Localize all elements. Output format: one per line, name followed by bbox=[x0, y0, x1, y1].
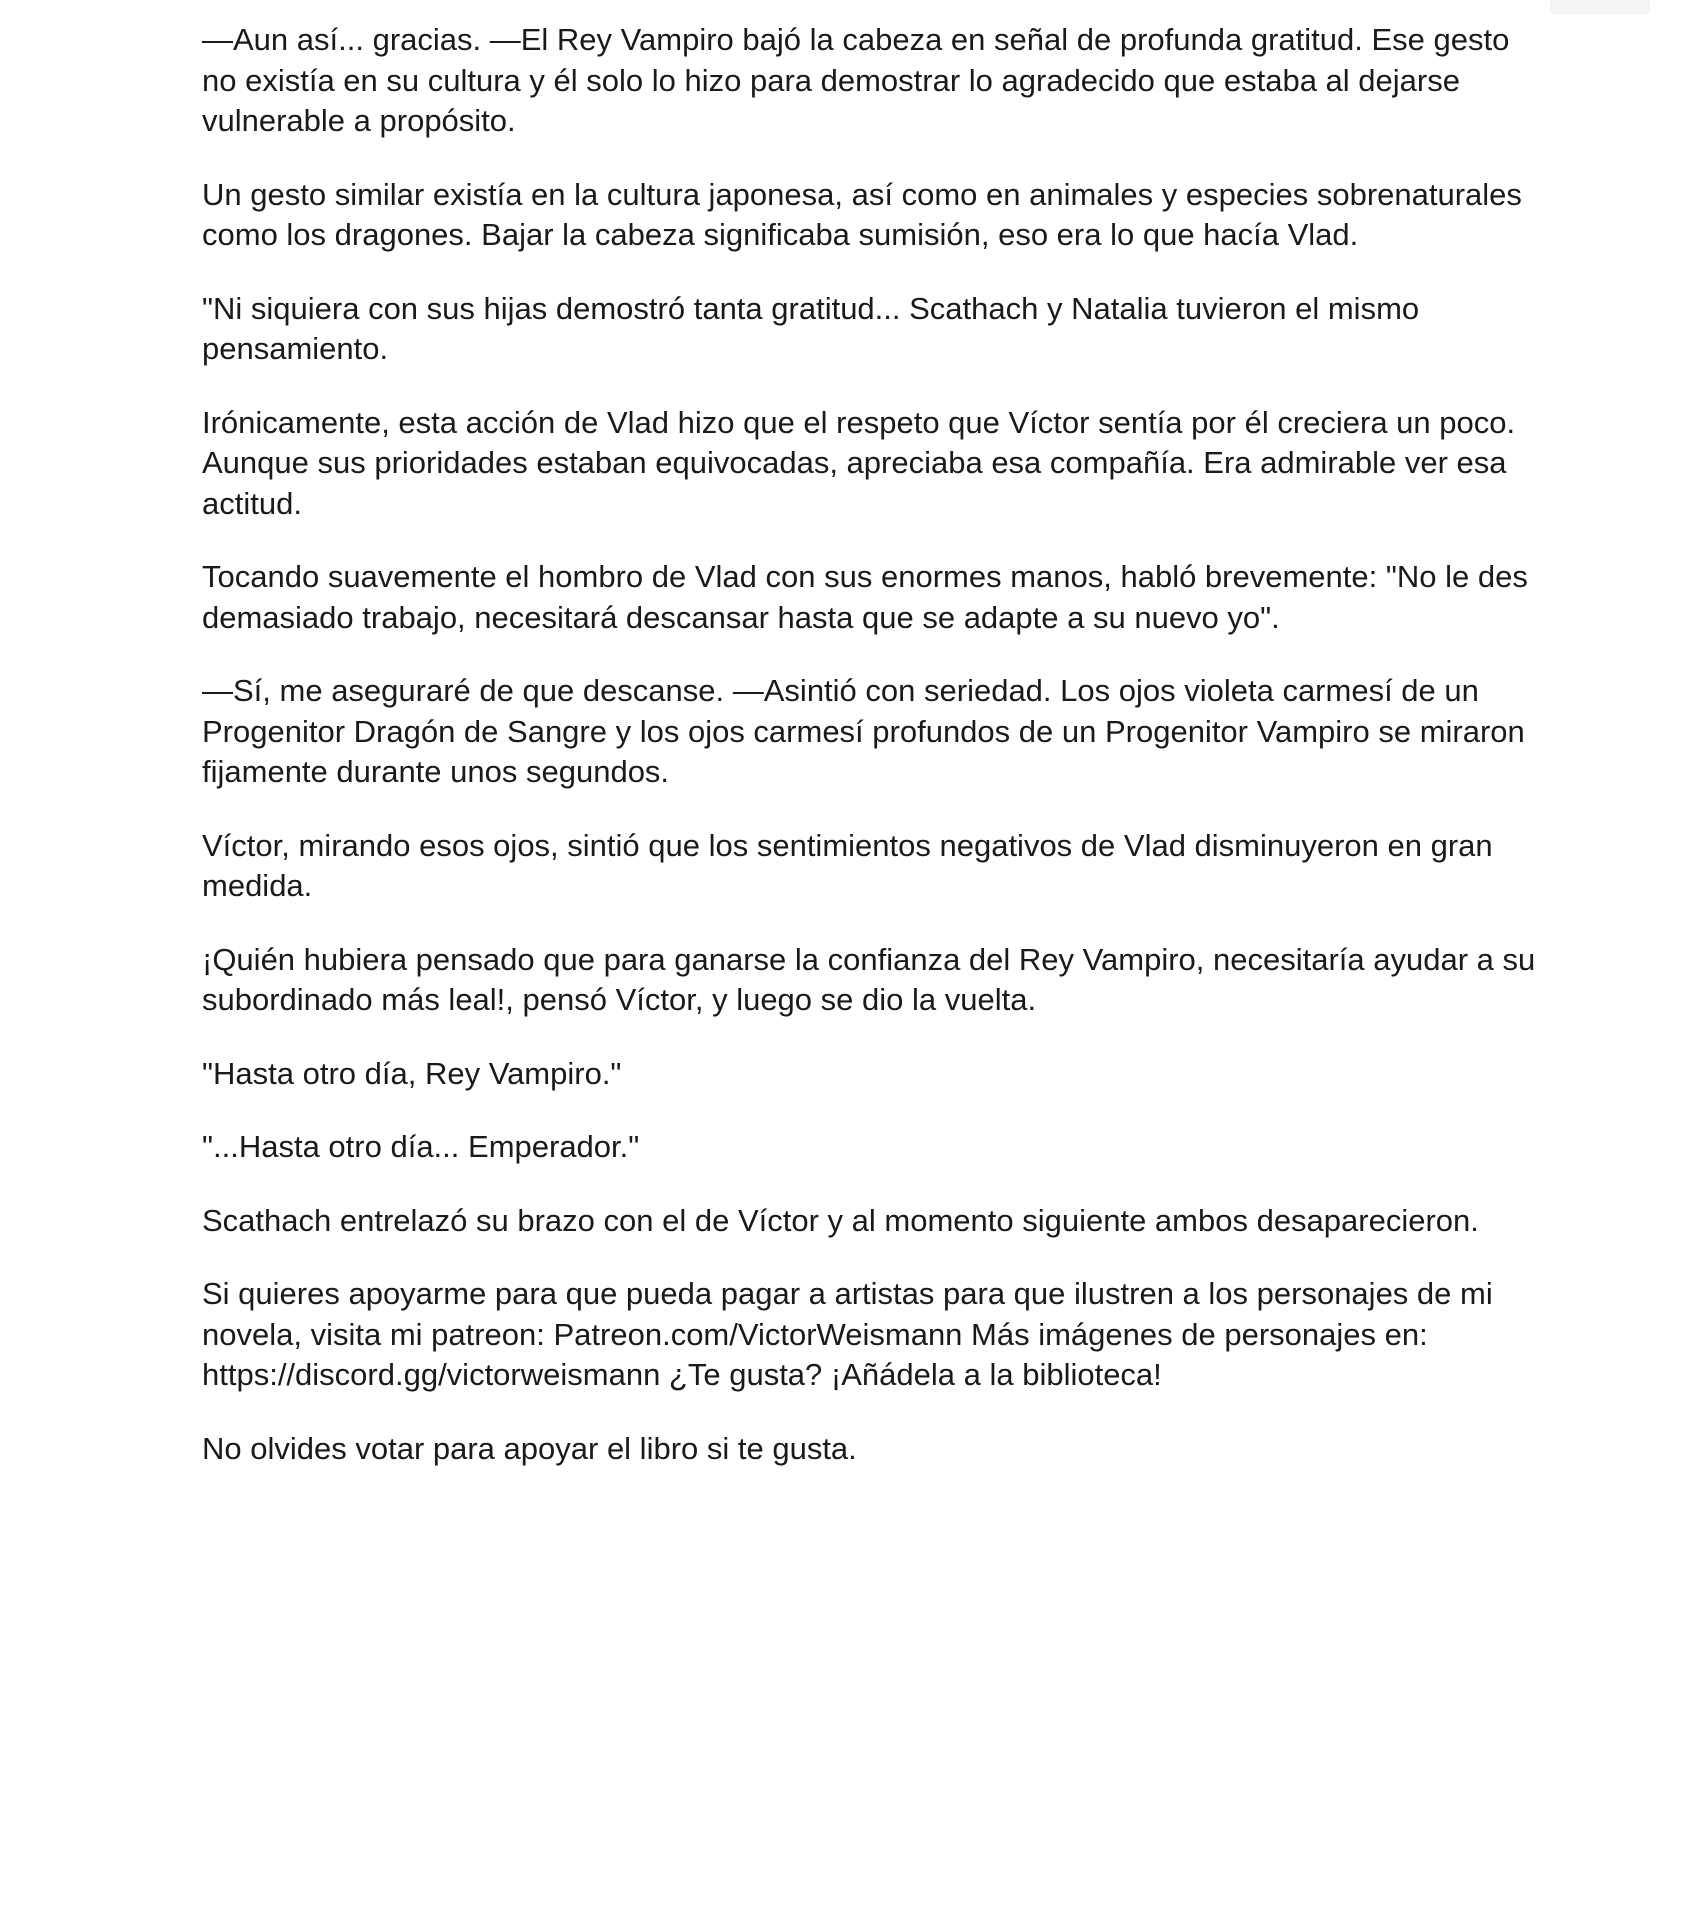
paragraph: "Hasta otro día, Rey Vampiro." bbox=[202, 1055, 622, 1091]
paragraph: Scathach entrelazó su brazo con el de Víctor y al momento siguiente ambos desaparecieron. bbox=[202, 1202, 1479, 1238]
paragraph: Víctor, mirando esos ojos, sintió que los sentimientos negativos de Vlad disminuyeron en gran medida. bbox=[202, 827, 1493, 903]
paragraph: Tocando suavemente el hombro de Vlad con sus enormes manos, habló brevemente: "No le des demasiado trabajo, necesitará descansar hasta que se adapte a su nuevo yo". bbox=[202, 559, 1528, 635]
paragraph: No olvides votar para apoyar el libro si te gusta. bbox=[202, 1430, 857, 1466]
paragraph: Un gesto similar existía en la cultura japonesa, así como en animales y especies sobrenaturales como los dragones. Bajar la cabeza significaba sumisión, eso era lo que hacía Vlad. bbox=[202, 176, 1522, 252]
paragraph: "...Hasta otro día... Emperador." bbox=[202, 1129, 640, 1164]
paragraph: —Sí, me aseguraré de que descanse. —Asintió con seriedad. Los ojos violeta carmesí de un Progenitor Dragón de Sangre y los ojos carmesí profundos de un Progenitor Vampiro se miraron fijamente durante unos segundos. bbox=[202, 673, 1525, 789]
paragraph: "Ni siquiera con sus hijas demostró tanta gratitud... Scathach y Natalia tuvieron el mismo pensamiento. bbox=[202, 290, 1420, 366]
paragraph: ¡Quién hubiera pensado que para ganarse la confianza del Rey Vampiro, necesitaría ayudar a su subordinado más leal!, pensó Víctor, y luego se dio la vuelta. bbox=[202, 941, 1536, 1017]
document-body bbox=[202, 20, 1542, 1502]
page-corner-mark bbox=[1550, 0, 1650, 14]
paragraph: Irónicamente, esta acción de Vlad hizo que el respeto que Víctor sentía por él creciera un poco. Aunque sus prioridades estaban equivocadas, apreciaba esa compañía. Era admirable ver esa actitud. bbox=[202, 404, 1516, 521]
paragraph: Si quieres apoyarme para que pueda pagar a artistas para que ilustren a los personajes de mi novela, visita mi patreon: Patreon.com/VictorWeismann Más imágenes de personajes en: https://discord.gg/victorweismann ¿Te gusta? ¡Añádela a la biblioteca! bbox=[202, 1276, 1493, 1392]
paragraph: —Aun así... gracias. —El Rey Vampiro bajó la cabeza en señal de profunda gratitud. Ese gesto no existía en su cultura y él solo lo hizo para demostrar lo agradecido que estaba al dejarse vulnerable a propósito. bbox=[202, 22, 1510, 138]
